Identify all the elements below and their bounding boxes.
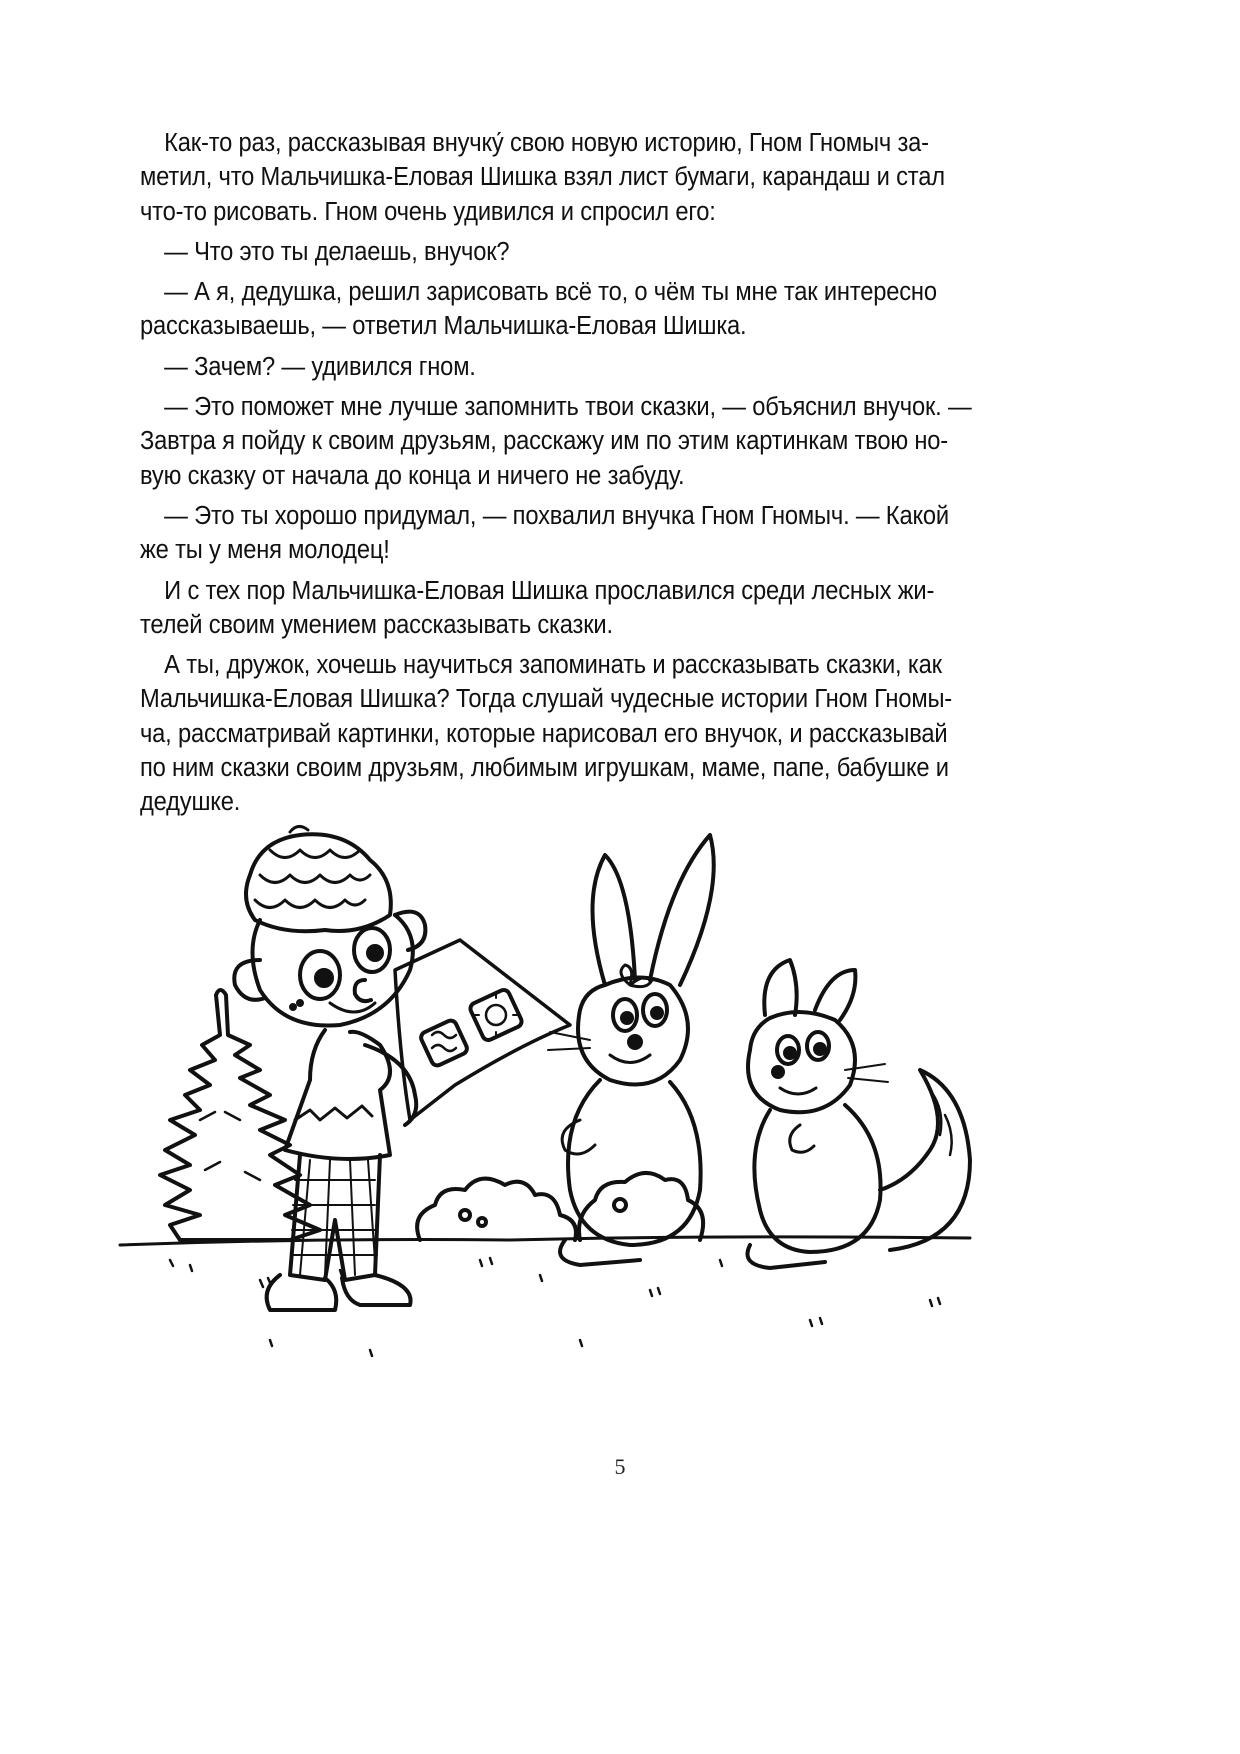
- text-line: А ты, дружок, хочешь научиться запоминать и рассказывать сказки, как: [164, 651, 942, 680]
- story-text: [140, 126, 1018, 826]
- paragraph-7: [140, 574, 1018, 643]
- boy-pinecone-icon: [234, 826, 425, 1310]
- grass-marks: [170, 1258, 940, 1356]
- squirrel-icon: [748, 960, 971, 1268]
- text-line: И с тех пор Мальчишка-Еловая Шишка прославился среди лесных жи-: [164, 576, 935, 605]
- bush-icon: [417, 1173, 703, 1240]
- text-line: Завтра я пойду к своим друзьям, расскажу им по этим картинкам твою но-: [140, 427, 949, 456]
- text-line: Как-то раз, рассказывая внучку́ свою новую историю, Гном Гномыч за-: [164, 129, 929, 157]
- text-line: Мальчишка-Еловая Шишка? Тогда слушай чудесные истории Гном Гномы-: [140, 685, 953, 714]
- text-line: — А я, дедушка, решил зарисовать всё то, о чём ты мне так интересно: [164, 278, 937, 307]
- story-illustration: [110, 820, 1070, 1420]
- paragraph-4: [140, 350, 1018, 384]
- text-line: — Что это ты делаешь, внучок?: [164, 237, 510, 266]
- paragraph-6: [140, 499, 1018, 568]
- paragraph-8: [140, 648, 1018, 819]
- text-line: же ты у меня молодец!: [140, 536, 390, 565]
- text-line: по ним сказки своим друзьям, любимым игрушкам, маме, папе, бабушке и: [140, 754, 949, 783]
- text-line: метил, что Мальчишка-Еловая Шишка взял лист бумаги, карандаш и стал: [140, 163, 945, 192]
- page-number: 5: [614, 1454, 626, 1479]
- paragraph-3: [140, 275, 1018, 344]
- text-line: рассказываешь, — ответил Мальчишка-Еловая Шишка.: [140, 312, 747, 341]
- text-line: — Это поможет мне лучше запомнить твои сказки, — объяснил внучок. —: [164, 393, 972, 422]
- text-line: дедушке.: [140, 788, 241, 817]
- picture-sheet-icon: [395, 940, 570, 1120]
- text-line: вую сказку от начала до конца и ничего не забуду.: [140, 461, 685, 490]
- paragraph-5: [140, 390, 1018, 493]
- text-line: — Зачем? — удивился гном.: [164, 352, 476, 381]
- paragraph-1: [140, 126, 1018, 229]
- text-line: телей своим умением рассказывать сказки.: [140, 610, 613, 639]
- paragraph-2: [140, 235, 1018, 269]
- text-line: что-то рисовать. Гном очень удивился и спросил его:: [140, 197, 716, 226]
- text-line: — Это ты хорошо придумал, — похвалил внучка Гном Гномыч. — Какой: [164, 501, 949, 530]
- text-line: ча, рассматривай картинки, которые нарисовал его внучок, и рассказывай: [140, 719, 948, 748]
